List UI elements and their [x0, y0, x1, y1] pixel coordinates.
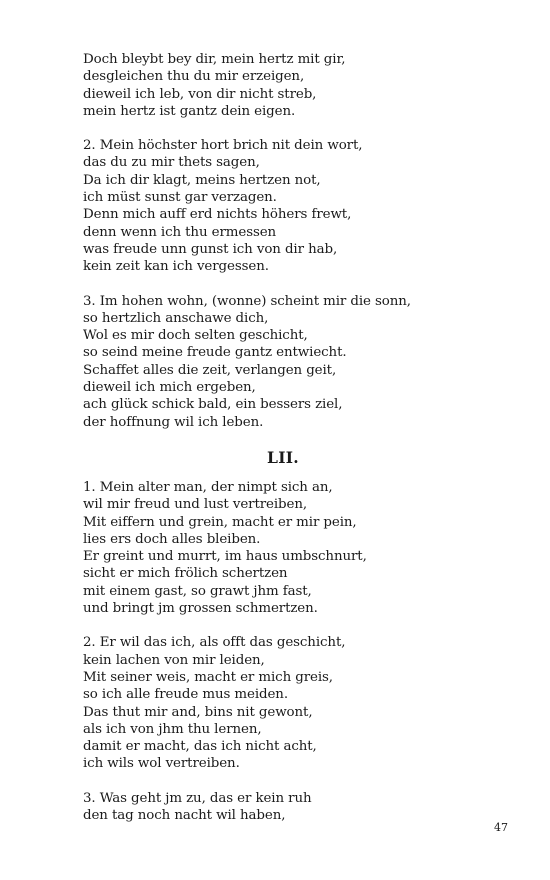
verse-line: denn wenn ich thu ermessen	[83, 224, 277, 240]
stanza	[83, 634, 483, 772]
verse-line: wil mir freud und lust vertreiben,	[83, 497, 308, 513]
verse-line: so seind meine freude gantz entwiecht.	[83, 345, 347, 361]
verse-line: 3. Im hohen wohn, (wonne) scheint mir die sonn,	[83, 293, 411, 309]
verse-line: Denn mich auff erd nichts höhers frewt,	[83, 207, 352, 223]
verse-line: 3. Was geht jm zu, das er kein ruh	[83, 790, 312, 806]
verse-line: was freude unn gunst ich von dir hab,	[83, 241, 338, 257]
verse-line: Wol es mir doch selten geschicht,	[83, 328, 308, 344]
verse-line: Mit seiner weis, macht er mich greis,	[83, 669, 333, 685]
stanza	[83, 790, 483, 825]
verse-line: lies ers doch alles bleiben.	[83, 531, 261, 547]
verse-line: ich wils wol vertreiben.	[83, 756, 240, 772]
verse-line: desgleichen thu du mir erzeigen,	[83, 69, 305, 85]
verse-line: so hertzlich anschawe dich,	[83, 310, 269, 326]
verse-line: als ich von jhm thu lernen,	[83, 721, 262, 737]
verse-line: mit einem gast, so grawt jhm fast,	[83, 583, 312, 599]
verse-line: Doch bleybt bey dir, mein hertz mit gir,	[83, 52, 346, 67]
verse-line: dieweil ich leb, von dir nicht streb,	[83, 86, 317, 102]
verse-line: und bringt jm grossen schmertzen.	[83, 601, 318, 617]
verse-line: 2. Mein höchster hort brich nit dein wort,	[83, 138, 363, 154]
stanza	[83, 137, 483, 275]
verse-line: 2. Er wil das ich, als offt das geschicht,	[83, 635, 346, 651]
verse-line: damit er macht, das ich nicht acht,	[83, 739, 317, 755]
verse-line: das du zu mir thets sagen,	[83, 155, 260, 171]
verse-line: so ich alle freude mus meiden.	[83, 687, 288, 703]
verse-line: kein zeit kan ich vergessen.	[83, 259, 269, 275]
song-heading: LII.	[267, 447, 299, 467]
verse-line: 1. Mein alter man, der nimpt sich an,	[83, 479, 333, 495]
verse-line: Er greint und murrt, im haus umbschnurt,	[83, 549, 367, 565]
verse-line: den tag noch nacht wil haben,	[83, 807, 286, 823]
song-text	[83, 51, 483, 841]
verse-line: Das thut mir and, bins nit gewont,	[83, 704, 313, 720]
verse-line: ich müst sunst gar verzagen.	[83, 190, 277, 206]
verse-line: der hoffnung wil ich leben.	[83, 414, 264, 430]
verse-line: kein lachen von mir leiden,	[83, 652, 265, 668]
stanza	[83, 479, 483, 617]
verse-line: Mit eiffern und grein, macht er mir pein,	[83, 514, 357, 530]
page-number: 47	[494, 821, 508, 834]
verse-line: Schaffet alles die zeit, verlangen geit,	[83, 362, 337, 378]
verse-line: sicht er mich frölich schertzen	[83, 566, 288, 582]
verse-line: dieweil ich mich ergeben,	[83, 380, 256, 396]
verse-line: ach glück schick bald, ein bessers ziel,	[83, 397, 343, 413]
verse-line: Da ich dir klagt, meins hertzen not,	[83, 172, 321, 188]
stanza	[83, 293, 483, 431]
verse-line: mein hertz ist gantz dein eigen.	[83, 103, 296, 119]
stanza	[83, 51, 483, 120]
